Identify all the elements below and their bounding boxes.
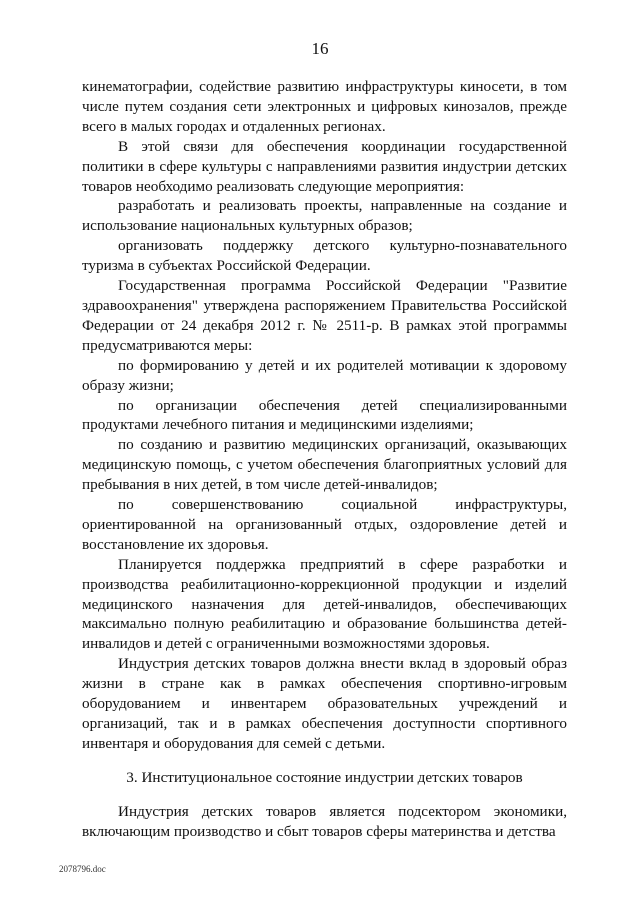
footer-file-name: 2078796.doc bbox=[59, 864, 106, 874]
paragraph: Индустрия детских товаров должна внести вклад в здоровый образ жизни в стране как в рамках обеспечения спортивно-игровым оборудованием и инвентарем образовательных учреждений и организаций, так и в рамках обеспечения доступности спортивного инвентаря и оборудования для семей с детьми. bbox=[82, 655, 567, 752]
paragraph: Государственная программа Российской Федерации "Развитие здравоохранения" утверждена распоряжением Правительства Российской Федерации от 24 декабря 2012 г. № 2511-р. В рамках этой программы предусматриваются меры: bbox=[82, 277, 567, 354]
paragraph: по организации обеспечения детей специализированными продуктами лечебного питания и медицинскими изделиями; bbox=[82, 396, 567, 434]
paragraph: В этой связи для обеспечения координации государственной политики в сфере культуры с направлениями развития индустрии детских товаров необходимо реализовать следующие мероприятия: bbox=[82, 137, 567, 195]
document-body bbox=[82, 77, 567, 842]
paragraph: по совершенствованию социальной инфраструктуры, ориентированной на организованный отдых, оздоровление детей и восстановление их здоровья. bbox=[82, 496, 567, 553]
paragraph: организовать поддержку детского культурно-познавательного туризма в субъектах Российской Федерации. bbox=[82, 237, 567, 275]
paragraph: Планируется поддержка предприятий в сфере разработки и производства реабилитационно-коррекционной продукции и изделий медицинского назначения для детей-инвалидов, обеспечивающих максимально полную реабилитацию и образование большинства детей-инвалидов и детей с ограниченными возможностями здоровья. bbox=[82, 555, 567, 653]
section-paragraph: Индустрия детских товаров является подсектором экономики, включающим производство и сбыт товаров сферы материнства и детства bbox=[82, 802, 567, 840]
paragraph: по формированию у детей и их родителей мотивации к здоровому образу жизни; bbox=[82, 356, 567, 394]
page-number: 16 bbox=[311, 39, 329, 58]
section-heading: 3. Институциональное состояние индустрии детских товаров bbox=[126, 768, 523, 786]
paragraph-continuation: кинематографии, содействие развитию инфраструктуры киносети, в том числе путем создания сети электронных и цифровых кинозалов, прежде всего в малых городах и отдаленных регионах. bbox=[82, 78, 567, 135]
paragraph: по созданию и развитию медицинских организаций, оказывающих медицинскую помощь, с учетом обеспечения благоприятных условий для пребывания в них детей, в том числе детей-инвалидов; bbox=[82, 436, 567, 494]
paragraph: разработать и реализовать проекты, направленные на создание и использование национальных культурных образов; bbox=[82, 197, 567, 235]
